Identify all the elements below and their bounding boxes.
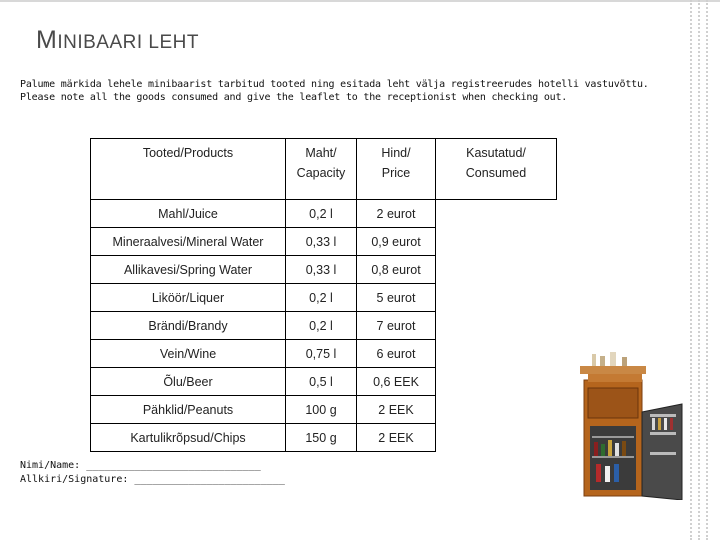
cell-product: Mahl/Juice <box>91 200 286 228</box>
cell-consumed[interactable] <box>436 256 557 284</box>
cell-product: Allikavesi/Spring Water <box>91 256 286 284</box>
signature-block <box>20 459 285 487</box>
cell-price: 0,9 eurot <box>357 228 436 256</box>
cell-price: 5 eurot <box>357 284 436 312</box>
cell-consumed[interactable] <box>436 284 557 312</box>
header-price-line2: Price <box>381 166 411 180</box>
slide-right-border <box>686 0 720 540</box>
cell-price: 2 eurot <box>357 200 436 228</box>
header-consumed-line1: Kasutatud/ <box>466 146 526 160</box>
cell-capacity: 0,2 l <box>286 284 357 312</box>
cell-product: Mineraalvesi/Mineral Water <box>91 228 286 256</box>
cell-consumed[interactable] <box>436 368 557 396</box>
cell-price: 2 EEK <box>357 424 436 452</box>
instructions <box>20 78 649 104</box>
cell-capacity: 100 g <box>286 396 357 424</box>
table-row <box>91 256 557 284</box>
instructions-estonian: Palume märkida lehele minibaarist tarbitud tooted ning esitada leht välja registreerudes hotelli vastuvõttu. <box>20 79 649 90</box>
cell-consumed[interactable] <box>436 396 557 424</box>
header-consumed-line2: Consumed <box>465 166 527 180</box>
cell-price: 7 eurot <box>357 312 436 340</box>
cell-product: Vein/Wine <box>91 340 286 368</box>
cell-capacity: 0,75 l <box>286 340 357 368</box>
cell-consumed[interactable] <box>436 200 557 228</box>
cell-consumed[interactable] <box>436 312 557 340</box>
cell-price: 6 eurot <box>357 340 436 368</box>
cell-capacity: 0,33 l <box>286 228 357 256</box>
header-product: Tooted/Products <box>91 139 286 200</box>
table-row <box>91 228 557 256</box>
header-price <box>357 139 436 200</box>
header-capacity-line2: Capacity <box>296 166 346 180</box>
header-price-line1: Hind/ <box>381 146 411 160</box>
cell-capacity: 150 g <box>286 424 357 452</box>
cell-capacity: 0,2 l <box>286 312 357 340</box>
cell-capacity: 0,5 l <box>286 368 357 396</box>
header-consumed <box>436 139 557 200</box>
cell-capacity: 0,2 l <box>286 200 357 228</box>
border-line <box>698 0 700 540</box>
table-row <box>91 340 557 368</box>
cell-consumed[interactable] <box>436 340 557 368</box>
table-row <box>91 368 557 396</box>
cell-consumed[interactable] <box>436 424 557 452</box>
header-capacity <box>286 139 357 200</box>
cell-consumed[interactable] <box>436 228 557 256</box>
page-title <box>36 26 199 55</box>
table-header-row <box>91 139 557 200</box>
signature-field[interactable]: Allkiri/Signature: _________________________ <box>20 474 285 485</box>
slide-top-border <box>0 0 720 2</box>
name-field[interactable]: Nimi/Name: _____________________________ <box>20 460 261 471</box>
cell-product: Brändi/Brandy <box>91 312 286 340</box>
table-row <box>91 424 557 452</box>
cell-capacity: 0,33 l <box>286 256 357 284</box>
border-line <box>706 0 708 540</box>
title-initial: M <box>36 26 58 54</box>
minibar-table <box>90 138 557 452</box>
table-row <box>91 312 557 340</box>
table-row <box>91 200 557 228</box>
cell-product: Pähklid/Peanuts <box>91 396 286 424</box>
cell-price: 2 EEK <box>357 396 436 424</box>
cell-product: Kartulikrõpsud/Chips <box>91 424 286 452</box>
minibar-fridge-image <box>578 352 690 500</box>
title-rest: INIBAARI LEHT <box>57 32 199 53</box>
table-row <box>91 396 557 424</box>
header-capacity-line1: Maht/ <box>305 146 337 160</box>
border-line <box>690 0 692 540</box>
instructions-english: Please note all the goods consumed and give the leaflet to the receptionist when checking out. <box>20 92 568 103</box>
cell-price: 0,6 EEK <box>357 368 436 396</box>
cell-product: Õlu/Beer <box>91 368 286 396</box>
table-row <box>91 284 557 312</box>
cell-price: 0,8 eurot <box>357 256 436 284</box>
cell-product: Liköör/Liquer <box>91 284 286 312</box>
